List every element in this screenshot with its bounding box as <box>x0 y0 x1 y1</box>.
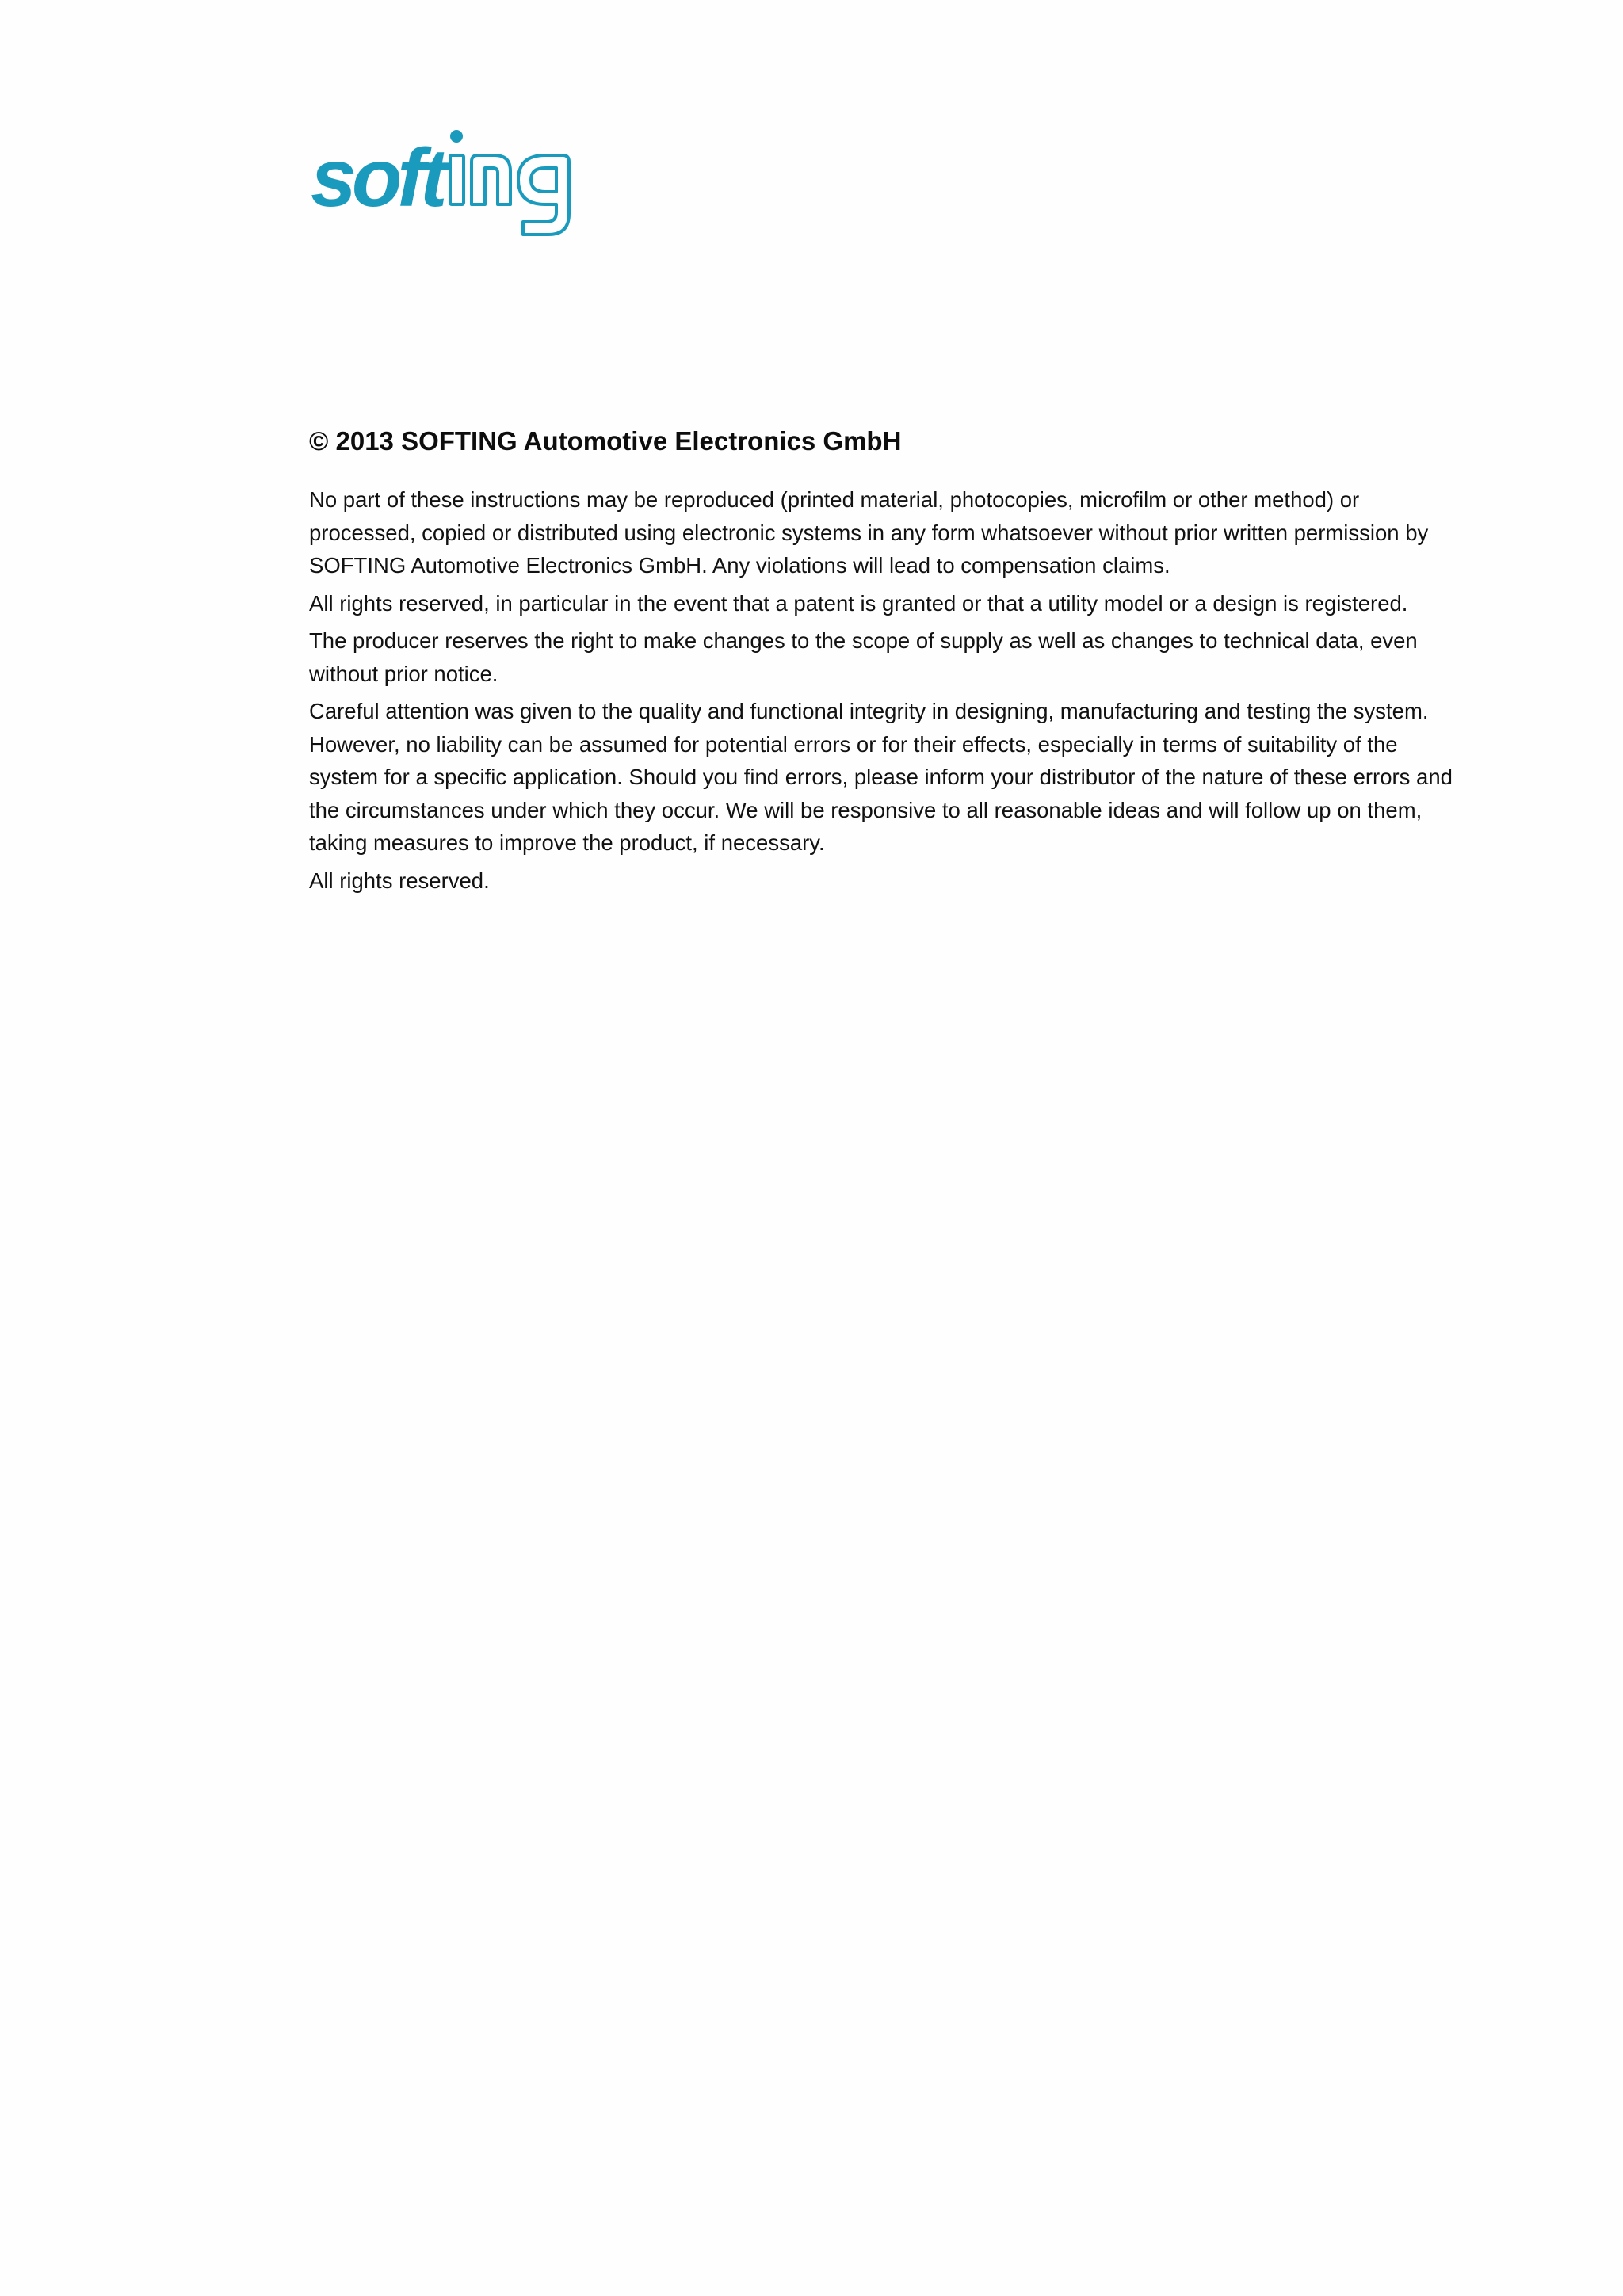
paragraph-reproduction: No part of these instructions may be reproduced (printed material, photocopies, microfilm or other method) or processed, copied or distributed using electronic systems in any form whatsoever without prior written permission by SOFTING Automotive Electronics GmbH. Any violations will lead to compensation claims. <box>309 487 1429 578</box>
paragraph-liability: Careful attention was given to the quality and functional integrity in designing, manufacturing and testing the system. However, no liability can be assumed for potential errors or for their effects, especially in terms of suitability of the system for a specific application. Should you find errors, please inform your distributor of the nature of these errors and the circumstances under which they occur. We will be responsive to all reasonable ideas and will follow up on them, taking measures to improve the product, if necessary. <box>309 699 1453 855</box>
document-body <box>309 421 1466 902</box>
logo-text-ing-outline <box>450 130 569 235</box>
paragraph-changes: The producer reserves the right to make changes to the scope of supply as well as changes to technical data, even without prior notice. <box>309 628 1418 686</box>
logo-text-soft: soft <box>311 132 443 224</box>
paragraph-rights-reserved-patent: All rights reserved, in particular in the event that a patent is granted or that a utility model or a design is registered. <box>309 590 1408 616</box>
copyright-title: © 2013 SOFTING Automotive Electronics GmbH <box>309 426 902 456</box>
paragraph-all-rights-reserved: All rights reserved. <box>309 868 490 893</box>
softing-logo-graphic <box>307 127 577 238</box>
softing-logo <box>307 127 577 238</box>
